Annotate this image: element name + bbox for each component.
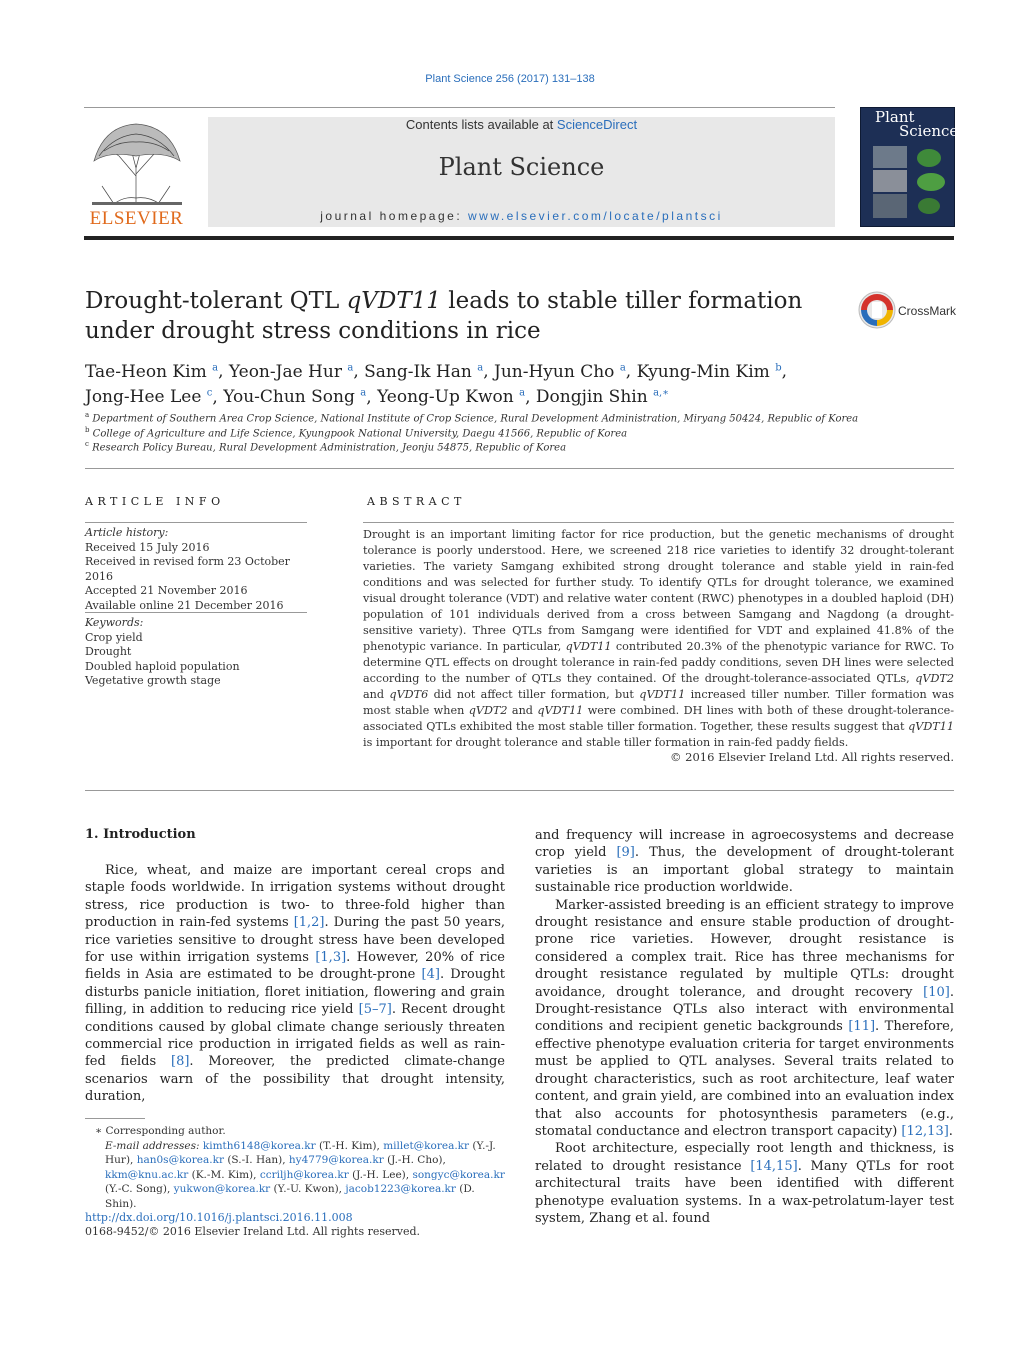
homepage-prefix: journal homepage:: [320, 209, 468, 223]
affiliation-c: $^c$ Research Policy Bureau, Rural Development Administration, Jeonju 54875, Republic of Korea: [85, 440, 567, 454]
intro-paragraph-1-continued: [535, 827, 954, 897]
email-owner: (Y.-J. Hur),: [105, 1139, 496, 1166]
affiliation-a: $^a$ Department of Southern Area Crop Science, National Institute of Crop Science, Rural Development Administration, Miryang 50424, Republic of Korea: [85, 411, 859, 425]
paragraph-text: Marker-assisted breeding is an efficient strategy to improve drought resistance and ensure stable production of drought-prone rice varieties. However, drought resistance is considered a complex trait. Rice has three mechanisms for drought resistance regulated by multiple QTLs: drought avoidance, drought tolerance, and drought recovery: [535, 897, 954, 1000]
article-info-heading: ARTICLE INFO: [85, 495, 225, 508]
citation-link[interactable]: [8]: [171, 1054, 190, 1070]
paragraph-text: . Many QTLs for root architectural traits have been identified with different phenotype evaluation systems. In a wax-petrolatum-layer test system, Zhang et al. found: [535, 1158, 954, 1226]
keyword: Drought: [85, 645, 132, 658]
title-part-1: Drought-tolerant QTL: [85, 288, 347, 314]
crossmark-label: CrossMark: [898, 304, 957, 318]
email-owner: (K.-M. Kim),: [188, 1168, 260, 1181]
author-affiliation-mark[interactable]: c: [206, 387, 213, 399]
citation-link[interactable]: [9]: [616, 845, 635, 861]
author[interactable]: Sang-Ik Han $^a$: [364, 361, 484, 382]
corresponding-author-note: ∗ Corresponding author.: [95, 1125, 226, 1137]
keywords-rule: [85, 612, 307, 613]
paragraph-text: . Drought disturbs panicle initiation, floret initiation, flowering and grain filling, in addition to reducing rice yield: [85, 967, 505, 1018]
email-owner: (J.-H. Lee),: [348, 1168, 413, 1181]
email-link[interactable]: han0s@korea.kr: [136, 1154, 224, 1166]
email-owner: (S.-I. Han),: [223, 1154, 289, 1166]
title-part-2: leads to stable tiller formation under drought stress conditions in rice: [85, 288, 803, 344]
citation-link[interactable]: [11]: [848, 1019, 876, 1035]
abstract-divider: [85, 790, 954, 791]
intro-paragraph-3: [535, 1140, 954, 1227]
intro-paragraph-2: [535, 897, 954, 1141]
author[interactable]: You-Chun Song $^a$: [223, 387, 367, 408]
left-body-column: [85, 862, 505, 1106]
affiliation-b: $^b$ College of Agriculture and Life Science, Kyungpook National University, Daegu 41566, Republic of Korea: [85, 426, 628, 440]
paragraph-text: . However, 20% of rice fields in Asia are estimated to be drought-prone: [85, 950, 505, 983]
email-link[interactable]: kimth6148@korea.kr: [202, 1139, 316, 1152]
paragraph-text: .: [948, 1123, 953, 1139]
citation-link[interactable]: [1,3]: [315, 950, 347, 966]
email-owner: (Y.-C. Song),: [105, 1183, 174, 1195]
author-affiliation-mark[interactable]: a: [519, 387, 526, 399]
citation-link[interactable]: [1,2]: [293, 915, 325, 931]
email-owner: (Y.-U. Kwon),: [270, 1183, 346, 1195]
abstract-rule: [363, 522, 954, 523]
paragraph-text: . Drought-resistance QTLs also interact with environmental conditions and recipient genetic backgrounds: [535, 984, 954, 1035]
email-addresses: E-mail addresses: kimth6148@korea.kr (T.-H. Kim), millet@korea.kr (Y.-J. Hur), han0s@korea.kr (S.-I. Han), hy4779@korea.kr (J.-H. Cho), kkm@knu.ac.kr (K.-M. Kim), ccriljh@korea.kr (J.-H. Lee), songyc@korea.kr (Y.-C. Song), yukwon@korea.kr (Y.-U. Kwon), jacob1223@korea.kr (D. Shin).: [105, 1139, 505, 1210]
email-link[interactable]: hy4779@korea.kr: [288, 1154, 384, 1166]
contents-availability-line: [208, 117, 835, 132]
journal-title: Plant Science: [438, 153, 605, 181]
email-link[interactable]: ccriljh@korea.kr: [259, 1168, 349, 1181]
paragraph-text: . Recent drought conditions caused by global climate change seriously threaten commercial rice production in irrigated fields as well as rain-fed fields: [85, 1002, 505, 1070]
abstract-copyright: © 2016 Elsevier Ireland Ltd. All rights reserved.: [670, 750, 954, 764]
citation-link[interactable]: [4]: [421, 967, 440, 983]
journal-homepage-line: [208, 209, 835, 223]
email-link[interactable]: millet@korea.kr: [383, 1139, 470, 1152]
author-list: Tae-Heon Kim $^a$, Yeon-Jae Hur $^a$, Sang-Ik Han $^a$, Jun-Hyun Cho $^a$, Kyung-Min Kim $^b$, Jong-Hee Lee $^c$, You-Chun Song $^a$, Yeong-Up Kwon $^a$, Dongjin Shin $^{a,∗}$: [85, 361, 788, 408]
article-info-rule: [85, 522, 307, 523]
citation-link[interactable]: [12,13]: [901, 1123, 949, 1139]
email-owner: (T.-H. Kim),: [315, 1139, 384, 1152]
email-link[interactable]: songyc@korea.kr: [412, 1168, 505, 1181]
revised-date: Received in revised form 23 October 2016: [85, 555, 290, 583]
keywords-block: [85, 616, 307, 689]
author-affiliation-mark[interactable]: a: [360, 387, 367, 399]
received-date: Received 15 July 2016: [85, 540, 210, 554]
doi-link[interactable]: http://dx.doi.org/10.1016/j.plantsci.2016.11.008: [85, 1211, 353, 1224]
email-link[interactable]: yukwon@korea.kr: [173, 1183, 271, 1195]
author-affiliation-mark[interactable]: a: [347, 362, 354, 373]
online-date: Available online 21 December 2016: [85, 598, 284, 612]
paragraph-text: . Thus, the development of drought-tolerant varieties is an important global strategy to maintain sustainable rice production worldwide.: [535, 845, 954, 896]
author[interactable]: Kyung-Min Kim $^b$: [636, 361, 782, 382]
abstract-body: Drought is an important limiting factor for rice production, but the genetic mechanisms of drought tolerance is poorly understood. Here, we screened 218 rice varieties to identify 32 drought-tolerant varieties. The variety Samgang exhibited strong drought tolerance and stable yield in rain-fed conditions and was selected for further study. To identify QTLs for drought tolerance, we examined visual drought tolerance (VDT) and relative water content (RWC) phenotypes in a doubled haploid (DH) population of 101 individuals derived from a cross between Samgang and Nagdong (a drought-sensitive variety). Three QTLs from Samgang were identified for VDT and explained 41.8% of the phenotypic variance. In particular, qVDT11 contributed 20.3% of the phenotypic variance for RWC. To determine QTL effects on drought tolerance in rain-fed paddy conditions, seven DH lines were selected according to the number of QTLs they contained. Of the drought-tolerance-associated QTLs, qVDT2 and qVDT6 did not affect tiller formation, but qVDT11 increased tiller number. Tiller formation was most stable when qVDT2 and qVDT11 were combined. DH lines with both of these drought-tolerance-associated QTLs exhibited the most stable tiller formation. Together, these results suggest that qVDT11 is important for drought tolerance and stable tiller formation in rain-fed paddy fields.: [363, 528, 955, 749]
cover-title-line-1: Plant: [875, 108, 915, 126]
email-link[interactable]: jacob1223@korea.kr: [345, 1183, 456, 1195]
sciencedirect-link[interactable]: ScienceDirect: [556, 117, 638, 132]
citation-link[interactable]: [5–7]: [358, 1002, 392, 1018]
footnotes: [85, 1124, 505, 1211]
author-affiliation-mark[interactable]: a: [477, 362, 484, 373]
journal-homepage-link[interactable]: www.elsevier.com/locate/plantsci: [468, 209, 723, 223]
masthead-top-rule: [84, 107, 835, 108]
email-owner: (J.-H. Cho),: [383, 1154, 446, 1166]
right-body-column: [535, 827, 954, 1227]
keyword: Doubled haploid population: [85, 659, 240, 673]
header-divider: [85, 468, 954, 469]
contents-prefix: Contents lists available at: [405, 117, 557, 132]
masthead-bottom-bar: [84, 236, 954, 240]
introduction-heading: 1. Introduction: [85, 827, 196, 842]
keyword: Crop yield: [85, 630, 143, 644]
paragraph-text: . Moreover, the predicted climate-change scenarios warn of the possibility that drought intensity, duration,: [85, 1054, 505, 1105]
author[interactable]: Tae-Heon Kim $^a$: [85, 361, 219, 382]
author[interactable]: Jun-Hyun Cho $^a$: [494, 361, 626, 382]
paragraph-text: . Therefore, effective phenotype evaluation criteria for target environments must be applied to QTL analyses. Several traits related to drought characteristics, such as root architecture, leaf water content, and grain yield, are combined into an evaluation index that also accounts for photosynthesis parameters (e.g., stomatal conductance and electron transport capacity): [535, 1019, 955, 1139]
title-gene-name: qVDT11: [346, 288, 441, 314]
paragraph-text: Root architecture, especially root length and thickness, is related to drought resistance: [535, 1141, 954, 1174]
cover-title: [875, 110, 958, 138]
email-link[interactable]: kkm@knu.ac.kr: [105, 1168, 189, 1181]
citation-link[interactable]: [14,15]: [750, 1158, 798, 1174]
crossmark-icon: [858, 291, 898, 331]
author-affiliation-mark[interactable]: a,∗: [653, 387, 670, 399]
elsevier-wordmark: ELSEVIER: [89, 208, 184, 229]
article-title: [85, 286, 825, 346]
keyword: Vegetative growth stage: [85, 674, 221, 687]
author-affiliation-mark[interactable]: a: [619, 362, 626, 373]
journal-reference-link[interactable]: Plant Science 256 (2017) 131–138: [425, 73, 595, 85]
author-affiliation-mark[interactable]: b: [775, 362, 782, 373]
intro-paragraph-1: [85, 862, 505, 1106]
article-history: [85, 526, 307, 613]
footnote-rule: [85, 1118, 145, 1119]
cover-title-line-2: Science: [899, 122, 959, 140]
citation-link[interactable]: [10]: [923, 984, 950, 1000]
paragraph-text: Rice, wheat, and maize are important cereal crops and staple foods worldwide. In irrigation systems without drought stress, rice production is two- to three-fold higher than production in rain-fed systems: [85, 863, 505, 931]
accepted-date: Accepted 21 November 2016: [85, 584, 248, 597]
author-affiliation-mark[interactable]: a: [212, 362, 219, 373]
email-owner: (D. Shin).: [105, 1183, 475, 1210]
author[interactable]: Yeong-Up Kwon $^a$: [377, 387, 526, 408]
issn-copyright: 0168-9452/© 2016 Elsevier Ireland Ltd. All rights reserved.: [85, 1225, 421, 1238]
paragraph-text: and frequency will increase in agroecosystems and decrease crop yield: [535, 828, 954, 861]
article-history-label: Article history:: [85, 526, 169, 539]
abstract-heading: ABSTRACT: [367, 495, 466, 508]
paragraph-text: . During the past 50 years, rice varieties sensitive to drought stress have been developed for use within irrigation systems: [85, 915, 506, 966]
author[interactable]: Yeon-Jae Hur $^a$: [228, 361, 354, 382]
author[interactable]: Dongjin Shin $^{a,∗}$: [535, 387, 670, 408]
author[interactable]: Jong-Hee Lee $^c$: [85, 387, 213, 408]
keywords-label: Keywords:: [85, 616, 144, 629]
